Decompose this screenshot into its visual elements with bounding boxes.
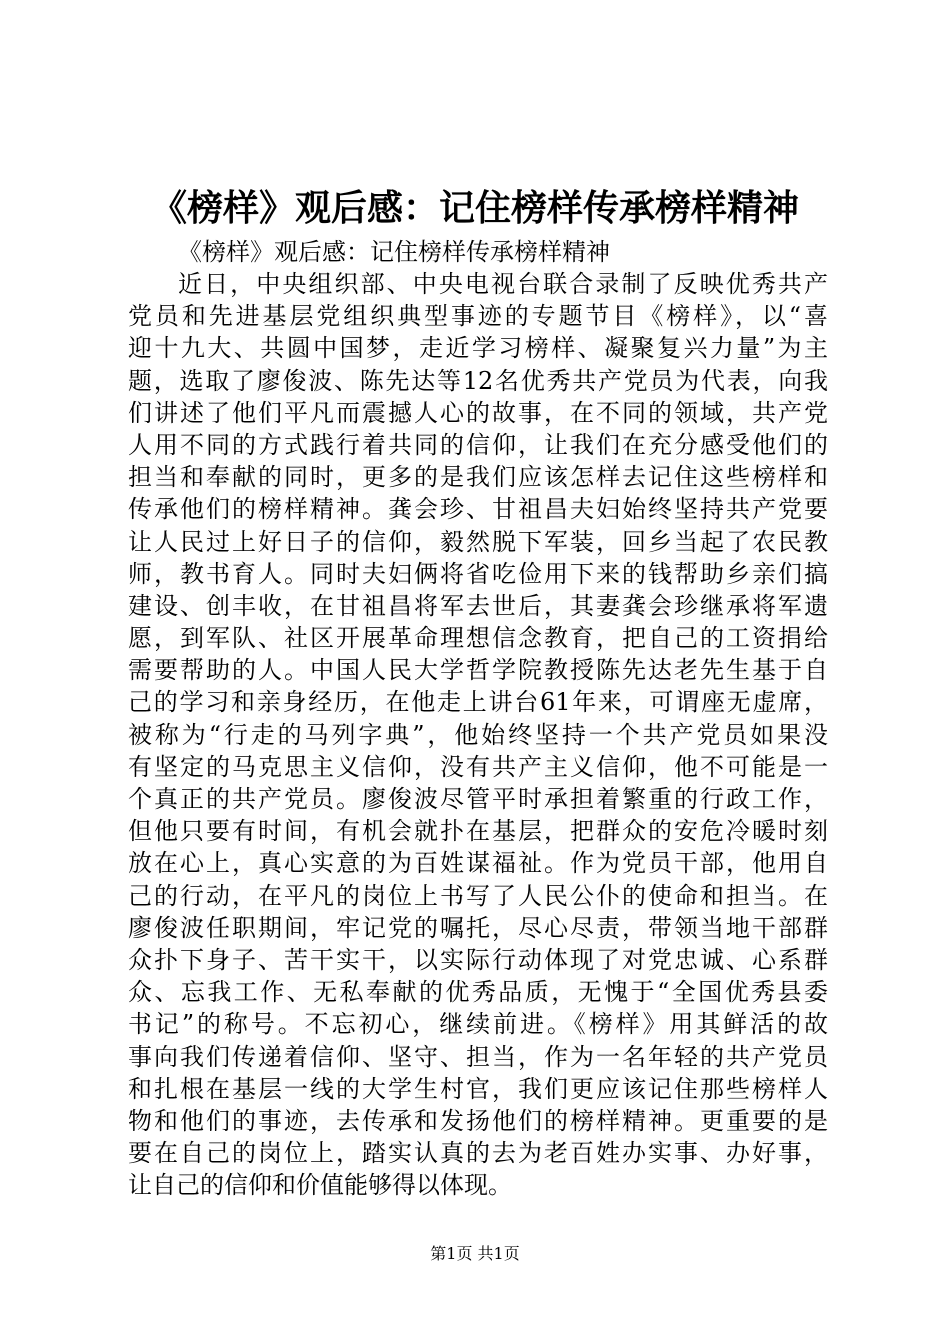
body-line: 党员和先进基层党组织典型事迹的专题节目《榜样》，以“喜 [128,302,828,331]
body-line: 众扑下身子、苦干实干，以实际行动体现了对党忠诚、心系群 [128,945,828,974]
document-subtitle: 《榜样》观后感：记住榜样传承榜样精神 [178,238,610,266]
body-line: 廖俊波任职期间，牢记党的嘱托，尽心尽责，带领当地干部群 [128,913,828,942]
body-line: 要在自己的岗位上，踏实认真的去为老百姓办实事、办好事， [128,1139,828,1168]
body-line: 需要帮助的人。中国人民大学哲学院教授陈先达老先生基于自 [128,656,828,685]
body-line: 传承他们的榜样精神。龚会珍、甘祖昌夫妇始终坚持共产党要 [128,495,828,524]
page-footer: 第1页 共1页 [430,1244,520,1263]
body-line: 书记”的称号。不忘初心，继续前进。《榜样》用其鲜活的故 [128,1010,828,1039]
document-title: 《榜样》观后感：记住榜样传承榜样精神 [150,187,799,229]
body-line: 但他只要有时间，有机会就扑在基层，把群众的安危冷暖时刻 [128,817,828,846]
body-line: 己的学习和亲身经历，在他走上讲台61年来，可谓座无虚席， [128,688,828,717]
body-line: 迎十九大、共圆中国梦，走近学习榜样、凝聚复兴力量”为主 [128,334,828,363]
body-line: 近日，中央组织部、中央电视台联合录制了反映优秀共产 [178,270,828,298]
body-line: 和扎根在基层一线的大学生村官，我们更应该记住那些榜样人 [128,1074,828,1103]
body-line: 题，选取了廖俊波、陈先达等12名优秀共产党员为代表，向我 [128,366,828,395]
body-line: 让自己的信仰和价值能够得以体现。 [128,1171,512,1200]
body-line: 己的行动，在平凡的岗位上书写了人民公仆的使命和担当。在 [128,881,828,910]
body-line: 事向我们传递着信仰、坚守、担当，作为一名年轻的共产党员 [128,1042,828,1071]
body-line: 师，教书育人。同时夫妇俩将省吃俭用下来的钱帮助乡亲们搞 [128,559,828,588]
body-line: 放在心上，真心实意的为百姓谋福祉。作为党员干部，他用自 [128,849,828,878]
body-line: 被称为“行走的马列字典”，他始终坚持一个共产党员如果没 [128,720,828,749]
body-line: 物和他们的事迹，去传承和发扬他们的榜样精神。更重要的是 [128,1106,828,1135]
body-line: 让人民过上好日子的信仰，毅然脱下军装，回乡当起了农民教 [128,527,828,556]
document-body [128,268,828,1201]
body-line: 众、忘我工作、无私奉献的优秀品质，无愧于“全国优秀县委 [128,978,828,1007]
body-line: 人用不同的方式践行着共同的信仰，让我们在充分感受他们的 [128,430,828,459]
body-line: 担当和奉献的同时，更多的是我们应该怎样去记住这些榜样和 [128,463,828,492]
body-line: 愿，到军队、社区开展革命理想信念教育，把自己的工资捐给 [128,624,828,653]
body-line: 有坚定的马克思主义信仰，没有共产主义信仰，他不可能是一 [128,752,828,781]
body-line: 建设、创丰收，在甘祖昌将军去世后，其妻龚会珍继承将军遗 [128,591,828,620]
body-line: 们讲述了他们平凡而震撼人心的故事，在不同的领域，共产党 [128,398,828,427]
body-line: 个真正的共产党员。廖俊波尽管平时承担着繁重的行政工作， [128,785,828,813]
